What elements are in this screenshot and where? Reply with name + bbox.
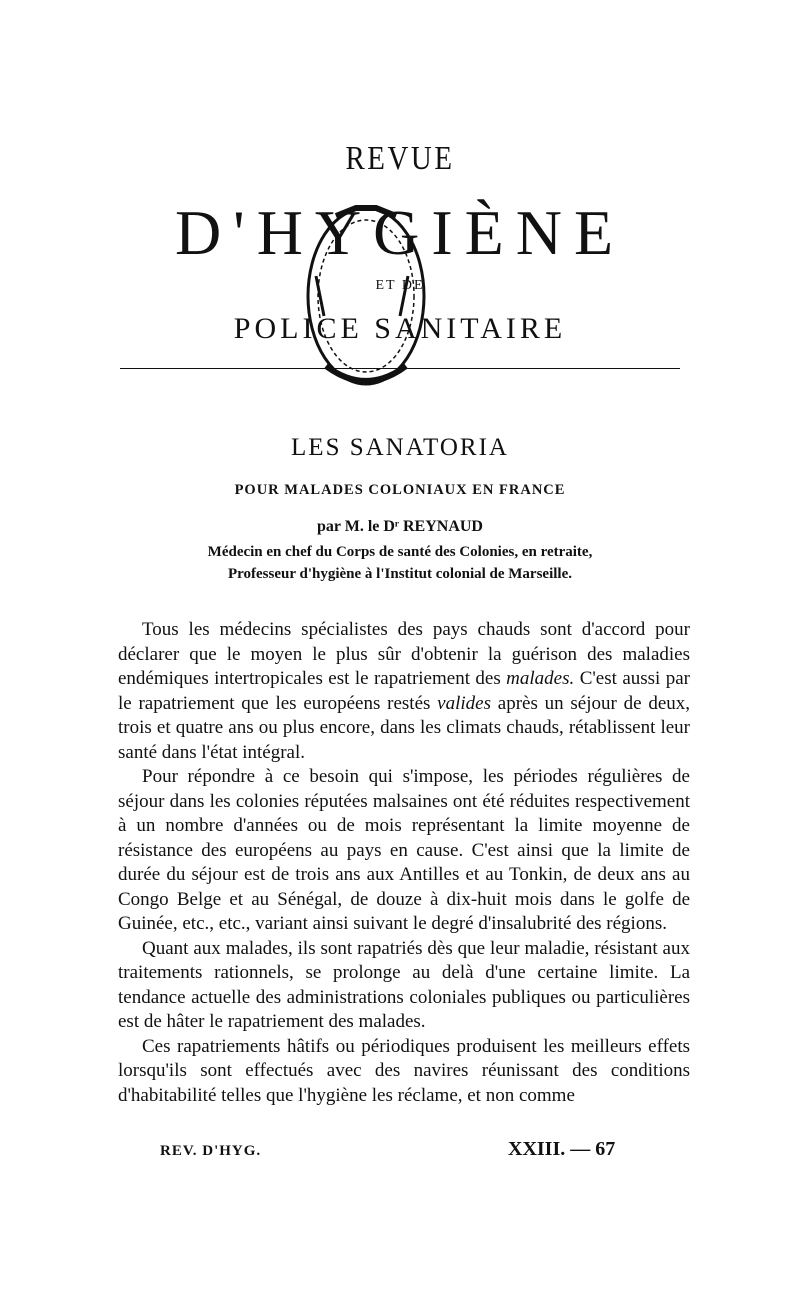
footer-journal: REV. D'HYG.: [160, 1143, 262, 1159]
journal-et-de: ET DE: [375, 278, 425, 293]
header-rule: [120, 368, 680, 369]
article-subtitle: POUR MALADES COLONIAUX EN FRANCE: [234, 482, 566, 498]
journal-revue: REVUE: [345, 140, 455, 177]
journal-subtitle: POLICE SANITAIRE: [233, 312, 567, 345]
paragraph-3: Quant aux malades, ils sont rapatriés dès que leur maladie, résistant aux traitements rationnels, se prolonge au delà d'une certaine limite. La tendance actuelle des administrations coloniales publiques ou particulières est de hâter le rapatriement des malades.: [118, 937, 690, 1032]
article-body: [118, 618, 690, 1108]
article-title: LES SANATORIA: [291, 434, 509, 461]
footer-volume-page: XXIII. — 67: [508, 1138, 616, 1160]
article-author: par M. le Dʳ REYNAUD: [317, 518, 483, 535]
author-affiliation-2: Professeur d'hygiène à l'Institut colonial de Marseille.: [227, 566, 572, 582]
journal-title: D'HYGIÈNE: [174, 197, 626, 268]
paragraph-2: Pour répondre à ce besoin qui s'impose, les périodes régulières de séjour dans les colonies réputées malsaines ont été réduites respectivement à un nombre d'années ou de mois représentant la limite moyenne de résistance des européens au pays en cause. C'est ainsi que la limite de durée du séjour est de trois ans aux Antilles et au Tonkin, de deux ans au Congo Belge et au Sénégal, de douze à dix-huit mois dans le golfe de Guinée, etc., etc., variant ainsi suivant le degré d'insalubrité des régions.: [118, 766, 690, 934]
paragraph-1: Tous les médecins spécialistes des pays chauds sont d'accord pour déclarer que le moyen le plus sûr d'obtenir la guérison des maladies endémiques intertropicales est le rapatriement des malades. C'est aussi par le rapatriement que les européens restés valides après un séjour de deux, trois et quatre ans ou plus encore, dans les climats chauds, rétablissent leur santé dans l'état intégral.: [118, 619, 691, 763]
paragraph-4: Ces rapatriements hâtifs ou périodiques produisent les meilleurs effets lorsqu'ils sont effectués avec des navires réunissant des conditions d'habitabilité telles que l'hygiène les réclame, et non comme: [118, 1035, 690, 1106]
author-affiliation-1: Médecin en chef du Corps de santé des Colonies, en retraite,: [207, 544, 593, 560]
library-stamp-icon: [296, 196, 436, 396]
